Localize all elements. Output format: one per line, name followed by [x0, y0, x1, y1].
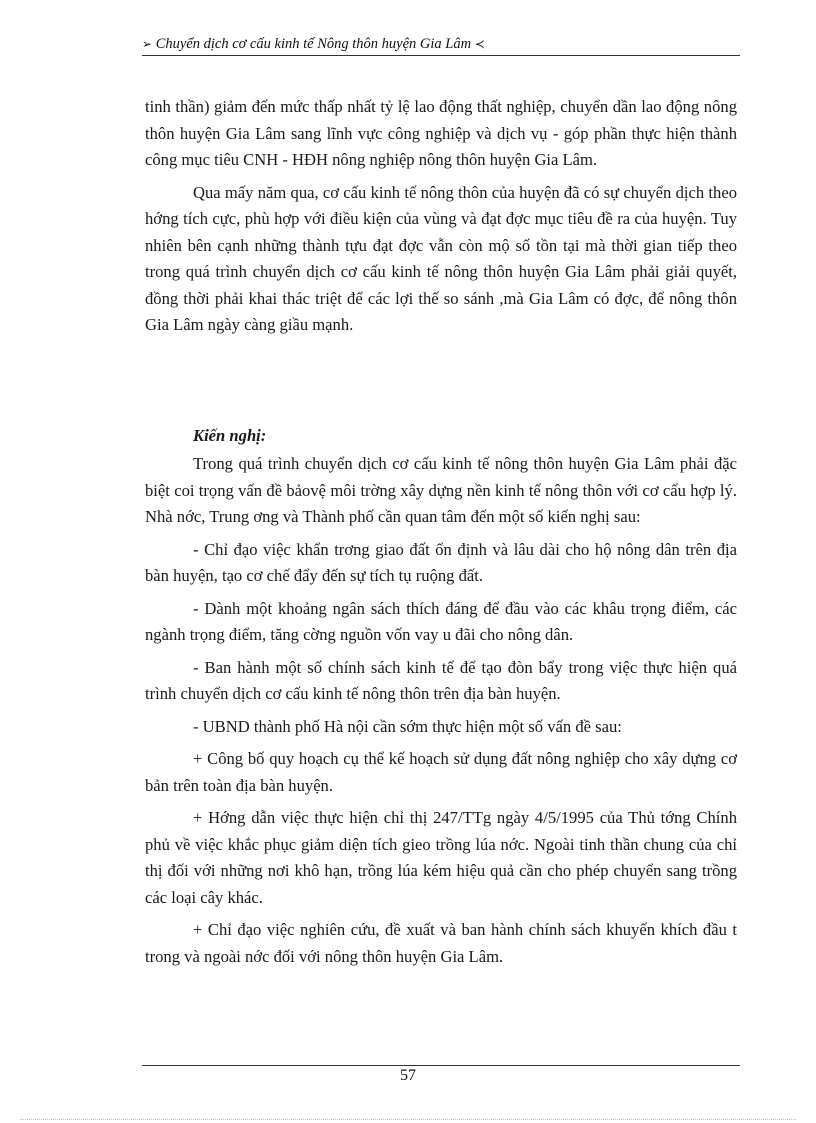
sub-recommendation-item: + Chỉ đạo việc nghiên cứu, đề xuất và ban hành chính sách khuyến khích đầu t trong và ngoài nớc đối với nông thôn huyện Gia Lâm.: [145, 920, 737, 966]
recommendation-item: - Ban hành một số chính sách kinh tế để tạo đòn bẩy trong việc thực hiện quá trình chuyển dịch cơ cấu kinh tế nông thôn trên địa bàn huyện.: [145, 657, 737, 703]
recommendation-item: - UBND thành phố Hà nội cần sớm thực hiện một số vấn đề sau:: [193, 716, 622, 736]
paragraph-intro: Trong quá trình chuyển dịch cơ cấu kinh tế nông thôn huyện Gia Lâm phải đặc biệt coi trọng vấn đề bảovệ môi trờng xây dựng nền kinh tế nông thôn với cơ cấu hợp lý. Nhà nớc, Trung ơng và Thành phố cần quan tâm đến một số kiến nghị sau:: [145, 454, 737, 526]
sub-recommendation-item: + Hớng dẫn việc thực hiện chỉ thị 247/TTg ngày 4/5/1995 của Thủ tớng Chính phủ về việc khắc phục giảm diện tích gieo trồng lúa nớc. Ngoài tinh thần chung của chỉ thị đối với những nơi khô hạn, trồng lúa kém hiệu quả cần cho phép chuyển sang trồng các loại cây khác.: [145, 808, 737, 907]
page-number: 57: [400, 1067, 416, 1084]
header-title: Chuyển dịch cơ cấu kinh tế Nông thôn huyện Gia Lâm: [155, 36, 472, 52]
paragraph-summary: Qua mấy năm qua, cơ cấu kinh tế nông thôn của huyện đã có sự chuyển dịch theo hớng tích cực, phù hợp với điều kiện của vùng và đạt đợc mục tiêu đề ra của huyện. Tuy nhiên bên cạnh những thành tựu đạt đợc vẫn còn mộ số tồn tại mà thời gian tiếp theo trong quá trình chuyển dịch cơ cấu kinh tế nông thôn huyện Gia Lâm phải giải quyết, đồng thời phải khai thác triệt để các lợi thế so sánh ,mà Gia Lâm có đợc, để nông thôn Gia Lâm ngày càng giầu mạnh.: [145, 182, 737, 334]
recommendation-item: - Dành một khoảng ngân sách thích đáng để đầu vào các khâu trọng điểm, các ngành trọng điểm, tăng cờng nguồn vốn vay u đãi cho nông dân.: [145, 598, 737, 644]
footer-divider: [142, 1065, 740, 1066]
paragraph-continuation: tinh thần) giảm đến mức thấp nhất tỷ lệ lao động thất nghiệp, chuyển dần lao động nông thôn huyện Gia Lâm sang lĩnh vực công nghiệp và dịch vụ - góp phần thực hiện thành công mục tiêu CNH - HĐH nông nghiệp nông thôn huyện Gia Lâm.: [145, 97, 737, 169]
section-heading: Kiến nghị:: [193, 425, 267, 445]
sub-recommendation-item: + Công bố quy hoạch cụ thể kế hoạch sử dụng đất nông nghiệp cho xây dựng cơ bản trên toàn địa bàn huyện.: [145, 749, 737, 795]
body-text: [145, 94, 737, 970]
header-arrow-left-icon: ➢: [142, 37, 153, 51]
page-edge-divider: [20, 1119, 796, 1120]
recommendation-item: - Chỉ đạo việc khẩn trơng giao đất ổn định và lâu dài cho hộ nông dân trên địa bàn huyện, tạo cơ chế đẩy đến sự tích tụ ruộng đất.: [145, 539, 737, 585]
running-header: [142, 36, 740, 56]
header-arrow-right-icon: ≺: [474, 37, 485, 51]
